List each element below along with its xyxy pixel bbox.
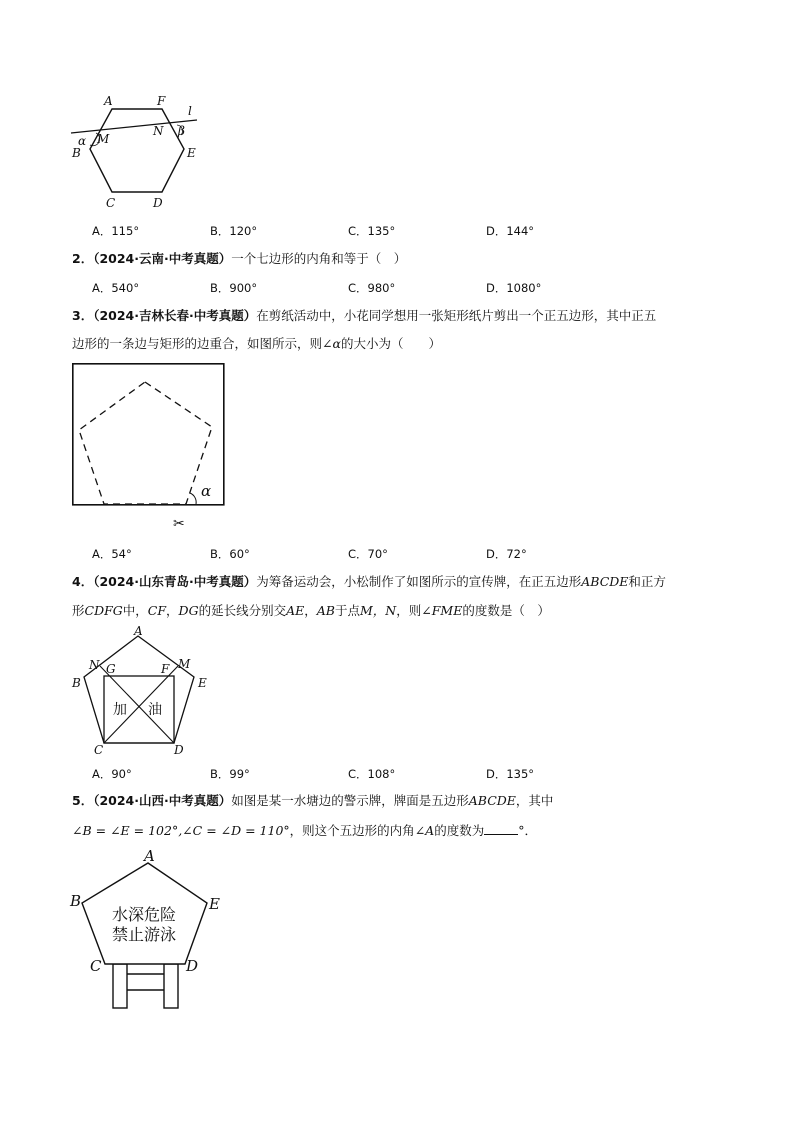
q5-question-line1 — [72, 793, 553, 809]
q5-figure-warning-sign — [68, 848, 233, 1013]
label-alpha: α — [78, 134, 87, 148]
sign-text-line2: 禁止游泳 — [112, 925, 177, 944]
q3-stem-line2-b: 的大小为（ ） — [340, 336, 441, 351]
q1-option-b: B．120° — [210, 224, 258, 238]
label-M: M — [97, 132, 110, 146]
label-E: E — [209, 895, 220, 913]
q4-stem-line2-h: 的度数是（ ） — [462, 603, 550, 618]
q2-source: （2024·云南·中考真题） — [93, 251, 232, 266]
q4-question-line1 — [72, 574, 666, 590]
label-A: A — [104, 94, 113, 108]
q4-stem-line2-g: ，则 — [396, 603, 422, 618]
label-E: E — [187, 146, 196, 160]
q3-option-c: C．70° — [348, 547, 388, 561]
q4-stem-m4: AE — [286, 603, 305, 618]
label-alpha: α — [201, 482, 212, 500]
q2-number: 2． — [72, 251, 94, 266]
label-A: A — [134, 624, 143, 638]
label-B: B — [70, 892, 82, 910]
label-B: B — [72, 676, 81, 690]
q2-question — [72, 251, 406, 267]
sign-post-left — [113, 964, 127, 1008]
q4-stem-line2-f: 于点 — [334, 603, 360, 618]
q5-stem-line1-b: ，其中 — [515, 793, 554, 808]
q5-stem-pentagon: ABCDE — [468, 793, 516, 808]
q3-option-a: A．54° — [92, 547, 132, 561]
label-N: N — [89, 658, 100, 672]
q3-figure-pentagon-rectangle — [72, 363, 232, 538]
q4-stem-line1-a: 为筹备运动会，小松制作了如图所示的宣传牌，在正五边形 — [256, 574, 582, 589]
q5-stem-angle-a: ∠A — [414, 823, 435, 838]
q2-option-a: A．540° — [92, 281, 140, 295]
q4-stem-line2-d: 的延长线分别交 — [198, 603, 287, 618]
q4-stem-line2-a: 形 — [72, 603, 85, 618]
q1-option-c: C．135° — [348, 224, 396, 238]
q5-question-line2 — [72, 822, 537, 839]
q4-stem-m1: CDFG — [84, 603, 123, 618]
q4-stem-m6: M，N — [359, 603, 397, 618]
label-M: M — [178, 657, 191, 671]
q2-stem: 一个七边形的内角和等于（ ） — [231, 251, 407, 266]
q4-stem-m5: AB — [316, 603, 335, 618]
q5-stem-line2-a: ，则这个五边形的内角 — [289, 823, 415, 838]
q4-option-b: B．99° — [210, 767, 250, 781]
q5-stem-line1-a: 如图是某一水塘边的警示牌，牌面是五边形 — [231, 793, 469, 808]
q3-stem-line2-a: 边形的一条边与矩形的边重合，如图所示，则 — [72, 336, 323, 351]
label-F: F — [161, 662, 170, 676]
q4-stem-m2: CF — [147, 603, 167, 618]
q1-option-d: D．144° — [486, 224, 535, 238]
dashed-pentagon — [79, 382, 212, 504]
q2-option-c: C．980° — [348, 281, 396, 295]
q5-number: 5． — [72, 793, 94, 808]
q3-question-line1 — [72, 308, 656, 324]
regular-pentagon — [84, 636, 194, 743]
label-C: C — [106, 196, 116, 210]
angle-alpha-arc — [190, 493, 196, 504]
q5-stem-angles: ∠B = ∠E = 102°,∠C = ∠D = 110° — [72, 823, 290, 838]
label-D: D — [174, 743, 184, 757]
sign-text-you: 油 — [148, 702, 162, 718]
q4-stem-m7: ∠FME — [421, 603, 463, 618]
q1-figure-hexagon — [60, 95, 210, 215]
q5-source: （2024·山西·中考真题） — [93, 793, 232, 808]
sign-post-right — [164, 964, 178, 1008]
label-B: B — [72, 146, 81, 160]
scissors-icon: ✂ — [173, 516, 185, 532]
q1-option-a: A．115° — [92, 224, 140, 238]
q4-option-c: C．108° — [348, 767, 396, 781]
q4-stem-line2-b: 中， — [122, 603, 148, 618]
q4-stem-m3: DG — [178, 603, 199, 618]
label-N: N — [153, 124, 164, 138]
label-A: A — [144, 847, 155, 865]
q3-option-b: B．60° — [210, 547, 250, 561]
q3-option-d: D．72° — [486, 547, 527, 561]
q3-question-line2 — [72, 336, 441, 352]
hexagon-shape — [90, 109, 184, 192]
q4-stem-line2-e: ， — [304, 603, 317, 618]
q5-stem-line2-b: 的度数为 — [434, 823, 485, 838]
q3-stem-line1: 在剪纸活动中，小花同学想用一张矩形纸片剪出一个正五边形，其中正五 — [256, 308, 657, 323]
line-dg-extended — [100, 666, 174, 743]
q2-option-d: D．1080° — [486, 281, 542, 295]
answer-blank[interactable] — [484, 822, 518, 835]
label-C: C — [90, 957, 102, 975]
q4-number: 4． — [72, 574, 94, 589]
sign-text-line1: 水深危险 — [112, 905, 177, 924]
q4-stem-line2-c: ， — [166, 603, 179, 618]
q5-stem-line2-c: °． — [518, 823, 537, 838]
q2-option-b: B．900° — [210, 281, 258, 295]
q4-question-line2 — [72, 603, 550, 619]
q4-option-a: A．90° — [92, 767, 132, 781]
label-G: G — [106, 662, 116, 676]
label-C: C — [94, 743, 104, 757]
q3-source: （2024·吉林长春·中考真题） — [93, 308, 257, 323]
label-l: l — [188, 104, 192, 118]
label-D: D — [153, 196, 163, 210]
q3-number: 3． — [72, 308, 94, 323]
label-E: E — [198, 676, 207, 690]
sign-text-jia: 加 — [113, 702, 127, 718]
q4-option-d: D．135° — [486, 767, 535, 781]
q4-stem-line1-b: 和正方 — [628, 574, 666, 589]
q4-figure-pentagon-square — [64, 626, 214, 761]
label-beta: β — [178, 124, 185, 138]
label-F: F — [157, 94, 166, 108]
q4-stem-pentagon: ABCDE — [581, 574, 629, 589]
q4-source: （2024·山东青岛·中考真题） — [93, 574, 257, 589]
label-D: D — [186, 957, 199, 975]
q3-stem-angle: ∠α — [322, 336, 341, 351]
